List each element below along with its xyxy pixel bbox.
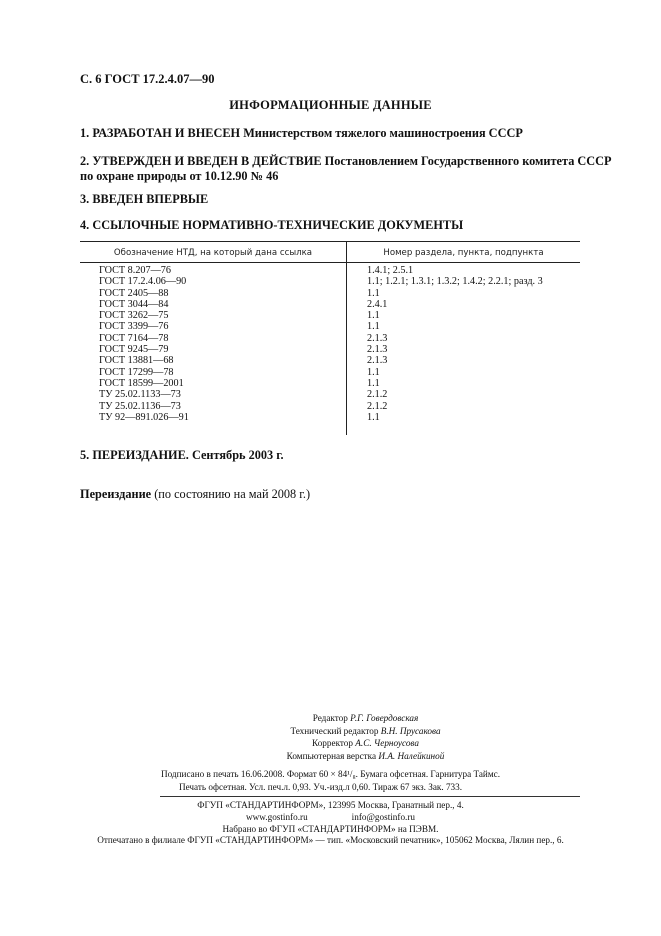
section-heading: ПЕРЕИЗДАНИЕ.: [92, 448, 189, 462]
publisher-contacts: [224, 812, 437, 824]
print-info: [0, 768, 661, 794]
table-cell-section: 2.4.1: [367, 298, 388, 310]
table-cell-section: 1.1: [367, 321, 380, 333]
table-cell-section: 2.1.3: [367, 344, 388, 356]
page-header: С. 6 ГОСТ 17.2.4.07—90: [80, 72, 215, 86]
section-reissue: [80, 448, 284, 463]
table-cell-section: 2.1.3: [367, 332, 388, 344]
reference-table: [80, 241, 580, 435]
table-cell-section: 1.1: [367, 310, 380, 322]
credit-name: И.А. Налейкиной: [378, 750, 445, 761]
section-heading: УТВЕРЖДЕН И ВВЕДЕН В ДЕЙСТВИЕ: [92, 154, 322, 168]
credit-line: [0, 725, 661, 738]
table-cell-section: 1.1: [367, 287, 380, 299]
table-cell-document: ТУ 25.02.1133—73: [99, 389, 181, 401]
table-cell-document: ТУ 25.02.1136—73: [99, 400, 181, 412]
table-cell-section: 1.1: [367, 411, 380, 423]
print-info-line: Печать офсетная. Усл. печ.л. 0,93. Уч.-изд.л 0,60. Тираж 67 экз. Зак. 733.: [178, 781, 463, 792]
publisher-block: [0, 800, 661, 847]
section-number: 4.: [80, 218, 90, 232]
table-cell-section: 2.1.2: [367, 389, 388, 401]
section-number: 1.: [80, 126, 90, 140]
credit-name: В.Н. Прусакова: [380, 725, 441, 736]
section-column: [367, 265, 543, 423]
publisher-website[interactable]: www.gostinfo.ru: [246, 811, 308, 822]
table-cell-section: 1.1: [367, 366, 380, 378]
table-cell-document: ГОСТ 3399—76: [99, 321, 169, 333]
print-info-line: Подписано в печать 16.06.2008. Формат 60 × 84¹/₈. Бумага офсетная. Гарнитура Таймс.: [160, 769, 501, 779]
table-cell-section: 2.1.3: [367, 355, 388, 367]
reissue-text: (по состоянию на май 2008 г.): [151, 487, 311, 501]
section-heading: ВВЕДЕН ВПЕРВЫЕ: [92, 192, 209, 206]
table-cell-document: ГОСТ 17.2.4.06—90: [99, 276, 187, 288]
credit-name: Р.Г. Говердовская: [350, 713, 419, 723]
credit-role: Корректор: [312, 738, 353, 748]
table-cell-document: ГОСТ 3044—84: [99, 298, 169, 310]
credit-line: [0, 712, 661, 725]
table-cell-section: 1.1: [367, 377, 380, 389]
table-cell-document: ГОСТ 3262—75: [99, 310, 169, 322]
section-first-introduced: [80, 192, 208, 207]
table-cell-document: ГОСТ 13881—68: [99, 355, 174, 367]
credit-name: А.С. Черноусова: [355, 738, 419, 748]
table-top-rule: [80, 241, 580, 242]
section-text: Министерством тяжелого машиностроения СССР: [243, 126, 523, 140]
credit-role: Технический редактор: [290, 725, 379, 736]
table-cell-document: ГОСТ 17299—78: [99, 366, 174, 378]
info-title: ИНФОРМАЦИОННЫЕ ДАННЫЕ: [229, 98, 432, 112]
table-cell-section: 1.1; 1.2.1; 1.3.1; 1.3.2; 1.4.2; 2.2.1; разд. 3: [367, 276, 543, 288]
publisher-address: ФГУП «СТАНДАРТИНФОРМ», 123995 Москва, Гранатный пер., 4.: [197, 800, 464, 810]
document-column: [99, 265, 189, 423]
table-cell-document: ГОСТ 9245—79: [99, 344, 169, 356]
section-text: Постановлением Государственного комитета СССР по охране природы от 10.12.90 № 46: [80, 154, 612, 183]
table-header-rule: [80, 262, 580, 263]
section-text: Сентябрь 2003 г.: [191, 448, 284, 462]
reissue-note: [80, 487, 310, 502]
credit-role: Компьютерная верстка: [286, 750, 377, 761]
section-number: 3.: [80, 192, 90, 206]
publisher-email[interactable]: info@gostinfo.ru: [351, 811, 415, 822]
table-cell-section: 2.1.2: [367, 400, 388, 412]
section-developed: [80, 126, 523, 141]
credit-line: [0, 750, 661, 763]
table-cell-document: ГОСТ 2405—88: [99, 287, 169, 299]
table-cell-document: ГОСТ 18599—2001: [99, 377, 184, 389]
credits-block: [0, 712, 661, 762]
section-number: 5.: [80, 448, 90, 462]
section-number: 2.: [80, 154, 90, 168]
section-heading: ССЫЛОЧНЫЕ НОРМАТИВНО-ТЕХНИЧЕСКИЕ ДОКУМЕНТЫ: [92, 218, 464, 232]
publisher-typeset: Набрано во ФГУП «СТАНДАРТИНФОРМ» на ПЭВМ.: [222, 823, 439, 834]
publisher-printed: Отпечатано в филиале ФГУП «СТАНДАРТИНФОРМ» — тип. «Московский печатник», 105062 Москва, Лялин пер., 6.: [97, 835, 564, 846]
column-header-section: Номер раздела, пункта, подпункта: [383, 248, 544, 258]
table-cell-document: ТУ 92—891.026—91: [99, 411, 189, 423]
table-cell-document: ГОСТ 8.207—76: [99, 265, 171, 276]
reissue-label: Переиздание: [80, 487, 152, 501]
table-cell-document: ГОСТ 7164—78: [99, 332, 169, 344]
credit-role: Редактор: [312, 713, 348, 723]
table-column-divider: [346, 241, 347, 435]
column-header-document: Обозначение НТД, на который дана ссылка: [113, 248, 313, 258]
section-heading: РАЗРАБОТАН И ВНЕСЕН: [92, 126, 241, 140]
table-cell-section: 1.4.1; 2.5.1: [367, 265, 414, 276]
footer-rule: [160, 796, 580, 797]
section-approved: [80, 154, 620, 184]
section-references: [80, 218, 463, 233]
credit-line: [0, 737, 661, 750]
